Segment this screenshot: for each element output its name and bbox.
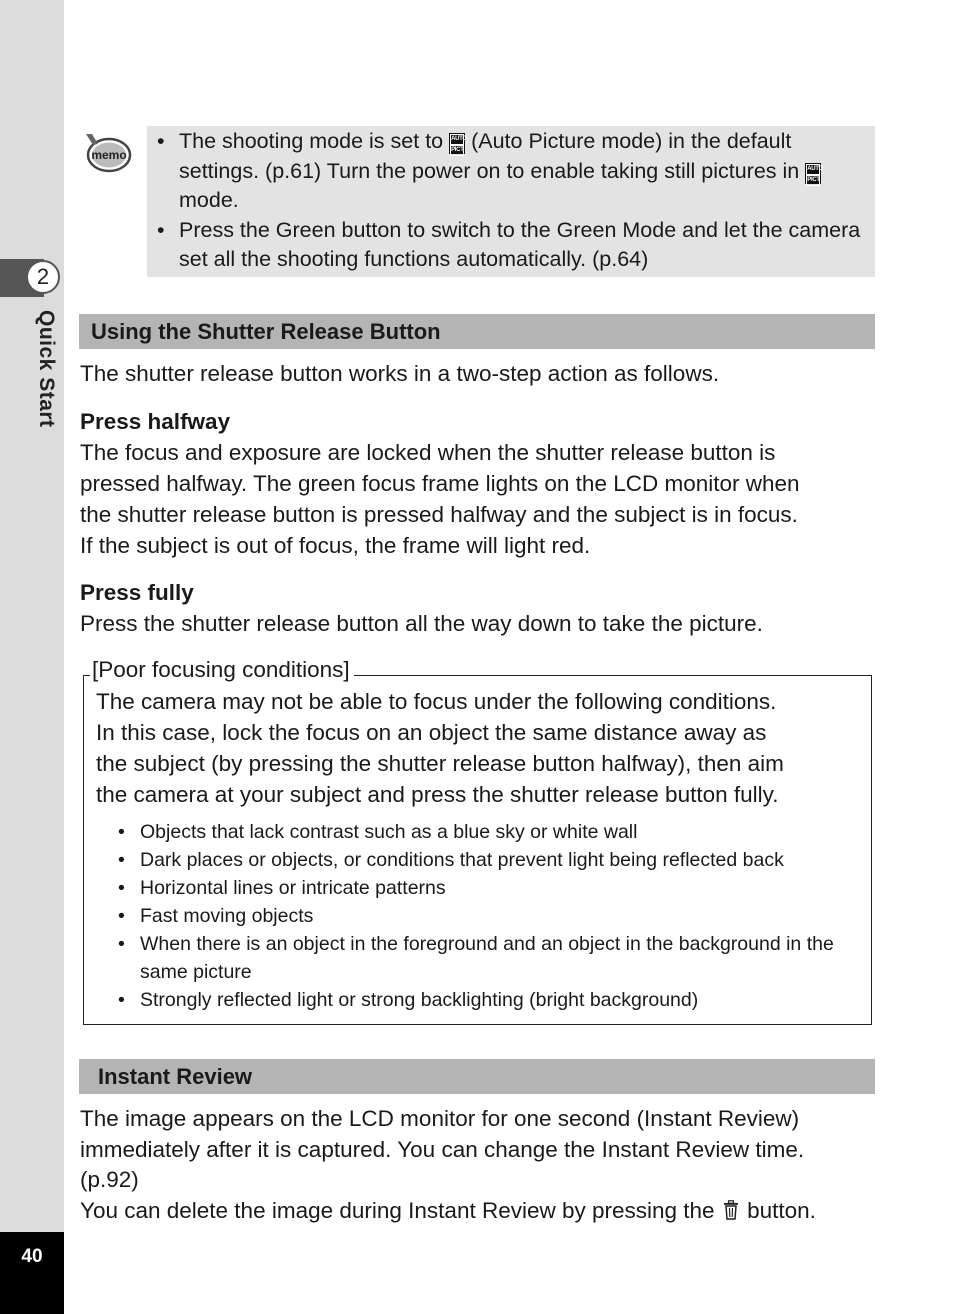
- memo-box: [147, 126, 875, 277]
- auto-picture-mode-icon: AUTO PICT: [449, 133, 465, 154]
- press-fully-text: Press the shutter release button all the way down to take the picture.: [80, 611, 763, 636]
- svg-text:memo: memo: [91, 148, 127, 162]
- memo-icon: [80, 130, 132, 174]
- press-fully-heading: Press fully: [80, 580, 194, 605]
- memo-text: mode.: [179, 188, 239, 212]
- instant-review-text: The image appears on the LCD monitor for one second (Instant Review) immediately after it is captured. You can change the Instant Review time. (p.92) You can delete the image during Instant Review by pressing the button.: [80, 1104, 816, 1226]
- chapter-title: Quick Start: [35, 310, 58, 428]
- list-item: • When there is an object in the foreground and an object in the background in the same picture: [118, 933, 834, 983]
- side-tab-strip: [0, 0, 64, 1314]
- bullet: •: [157, 217, 165, 242]
- delete-instruction: You can delete the image during Instant Review by pressing the button.: [80, 1197, 816, 1223]
- poor-focusing-description: The camera may not be able to focus under the following conditions. In this case, lock the focus on an object the same distance away as the subject (by pressing the shutter release button halfway), then aim the camera at your subject and press the shutter release button fully.: [96, 689, 784, 807]
- memo-item: [157, 216, 865, 275]
- list-item: • Dark places or objects, or conditions that prevent light being reflected back: [118, 849, 784, 871]
- bullet: •: [157, 129, 165, 153]
- poor-focusing-title: [Poor focusing conditions]: [90, 655, 354, 685]
- list-item: • Horizontal lines or intricate patterns: [118, 877, 446, 899]
- auto-picture-mode-icon: AUTO PICT: [805, 163, 821, 184]
- list-item: • Strongly reflected light or strong backlighting (bright background): [118, 989, 699, 1011]
- list-item: • Objects that lack contrast such as a blue sky or white wall: [118, 821, 638, 843]
- section-heading-instant-review: Instant Review: [79, 1059, 875, 1094]
- shutter-intro: The shutter release button works in a two-step action as follows.: [80, 361, 720, 386]
- section-heading-shutter: Using the Shutter Release Button: [79, 314, 875, 349]
- memo-text: (Auto Picture mode) in the default settings. (p.61) Turn the power on to enable taking still pictures in: [179, 129, 800, 183]
- chapter-number: 2: [26, 260, 60, 294]
- trash-icon: [723, 1200, 739, 1220]
- page-number-box: [0, 1232, 64, 1314]
- press-halfway-heading: Press halfway: [80, 409, 231, 434]
- poor-focusing-conditions-list: [118, 818, 868, 1014]
- page-number: 40: [21, 1246, 43, 1267]
- press-halfway-text: The focus and exposure are locked when the shutter release button is pressed halfway. The green focus frame lights on the LCD monitor when the shutter release button is pressed halfway and the subject is in focus. If the subject is out of focus, the frame will light red.: [80, 440, 800, 558]
- list-item: • Fast moving objects: [118, 905, 314, 927]
- memo-text: Press the Green button to switch to the Green Mode and let the camera set all the shooting functions automatically. (p.64): [179, 217, 861, 271]
- memo-text: The shooting mode is set to: [179, 129, 444, 153]
- memo-item: [157, 127, 865, 216]
